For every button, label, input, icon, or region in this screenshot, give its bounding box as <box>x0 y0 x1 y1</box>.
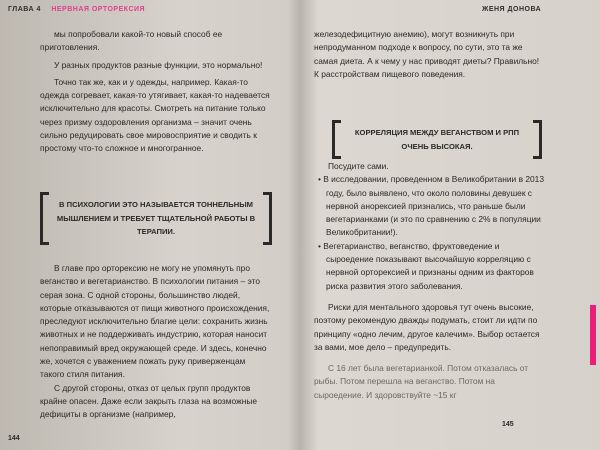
paragraph: В главе про орторексию не могу не упомянуть про веганство и вегетарианство. В психологии питания – это серая зона. С одной стороны, большинство людей, которые отказываются от пищи животного происхождения, преследуют исключительно благие цели: сохранить жизнь животных и не поддерживать индустрию, которая наносит непоправимый вред окружающей среде. И здесь, конечно же, хочется с уважением пожать руку приверженцам такого стиля питания. <box>40 263 270 380</box>
page-number-right: 145 <box>502 421 514 428</box>
author-header: ЖЕНЯ ДОНОВА <box>482 6 542 13</box>
bullet-item: • В исследовании, проведенном в Великобритании в 2013 году, было выявлено, что около половины девушек с нервной анорексией признались, что раньше были вегетарианками (и это по сравнению с 2% в популяции Великобритании!). <box>318 174 544 238</box>
right-text-block-1 <box>314 28 546 81</box>
paragraph: С другой стороны, отказ от целых групп продуктов крайне опасен. Даже если закрыть глаза на возможные дефициты в организме (например, <box>40 382 258 420</box>
page-number-left: 144 <box>8 435 20 442</box>
right-page <box>302 0 600 450</box>
callout-text: В ПСИХОЛОГИИ ЭТО НАЗЫВАЕТСЯ ТОННЕЛЬНЫМ МЫШЛЕНИЕМ И ТРЕБУЕТ ТЩАТЕЛЬНОЙ РАБОТЫ В ТЕРАПИИ. <box>56 200 256 236</box>
left-page <box>0 0 298 450</box>
chapter-title: НЕРВНАЯ ОРТОРЕКСИЯ <box>51 6 146 13</box>
bullet-text: В исследовании, проведенном в Великобритании в 2013 году, было выявлено, что около половины девушек с нервной анорексией признались, что раньше были вегетарианками (и это по сравнению с 2% в популяции Великобритании!). <box>323 174 544 238</box>
paragraph: У разных продуктов разные функции, это нормально! <box>54 59 263 70</box>
paragraph: Посудите сами. <box>328 161 389 171</box>
left-text-block-1 <box>40 28 272 156</box>
paragraph: мы попробовали какой-то новый способ ее приготовления. <box>40 29 223 53</box>
left-text-block-2 <box>40 262 272 422</box>
right-callout-box <box>332 120 542 159</box>
bullet-text: Вегетарианство, веганство, фруктоведение и сыроедение показывают высочайшую корреляцию с нервной орторексией и признаны одним из факторов риска развития этого заболевания. <box>323 240 534 291</box>
right-text-block-2 <box>314 160 546 402</box>
chapter-label: ГЛАВА 4 <box>8 6 41 13</box>
left-callout-box <box>40 192 272 245</box>
paragraph: Риски для ментального здоровья тут очень высокие, поэтому рекомендую дважды подумать, стоит ли идти по принципу «одно лечим, другое калечим». Выбор остается за вами, мое дело – предупредить. <box>314 301 540 352</box>
paragraph: Точно так же, как и у одежды, например. Какая-то одежда согревает, какая-то утягивает, какая-то надевается исключительно для красоты. Смотреть на питание только через призму оздоровления организма – значит очень сильно редуцировать свое мировосприятие и сводить к простому что-то сложное и многогранное. <box>40 76 270 154</box>
paragraph: железодефицитную анемию), могут возникнуть при непродуманном подходе к вопросу, по сути, это та же самая диета. А к чему у нас приводят диеты? Правильно! К расстройствам пищевого поведения. <box>314 29 540 79</box>
callout-text: КОРРЕЛЯЦИЯ МЕЖДУ ВЕГАНСТВОМ И РПП ОЧЕНЬ ВЫСОКАЯ. <box>354 128 520 151</box>
page-edge-tab <box>590 305 596 365</box>
left-page-header <box>8 6 145 13</box>
paragraph: С 16 лет была вегетарианкой. Потом отказалась от рыбы. Потом перешла на веганство. Потом на сыроедение. И здоровствуйте ~15 кг <box>314 363 529 400</box>
bullet-item: • Вегетарианство, веганство, фруктоведение и сыроедение показывают высочайшую корреляцию с нервной орторексией и признаны одним из факторов риска развития этого заболевания. <box>318 240 534 291</box>
